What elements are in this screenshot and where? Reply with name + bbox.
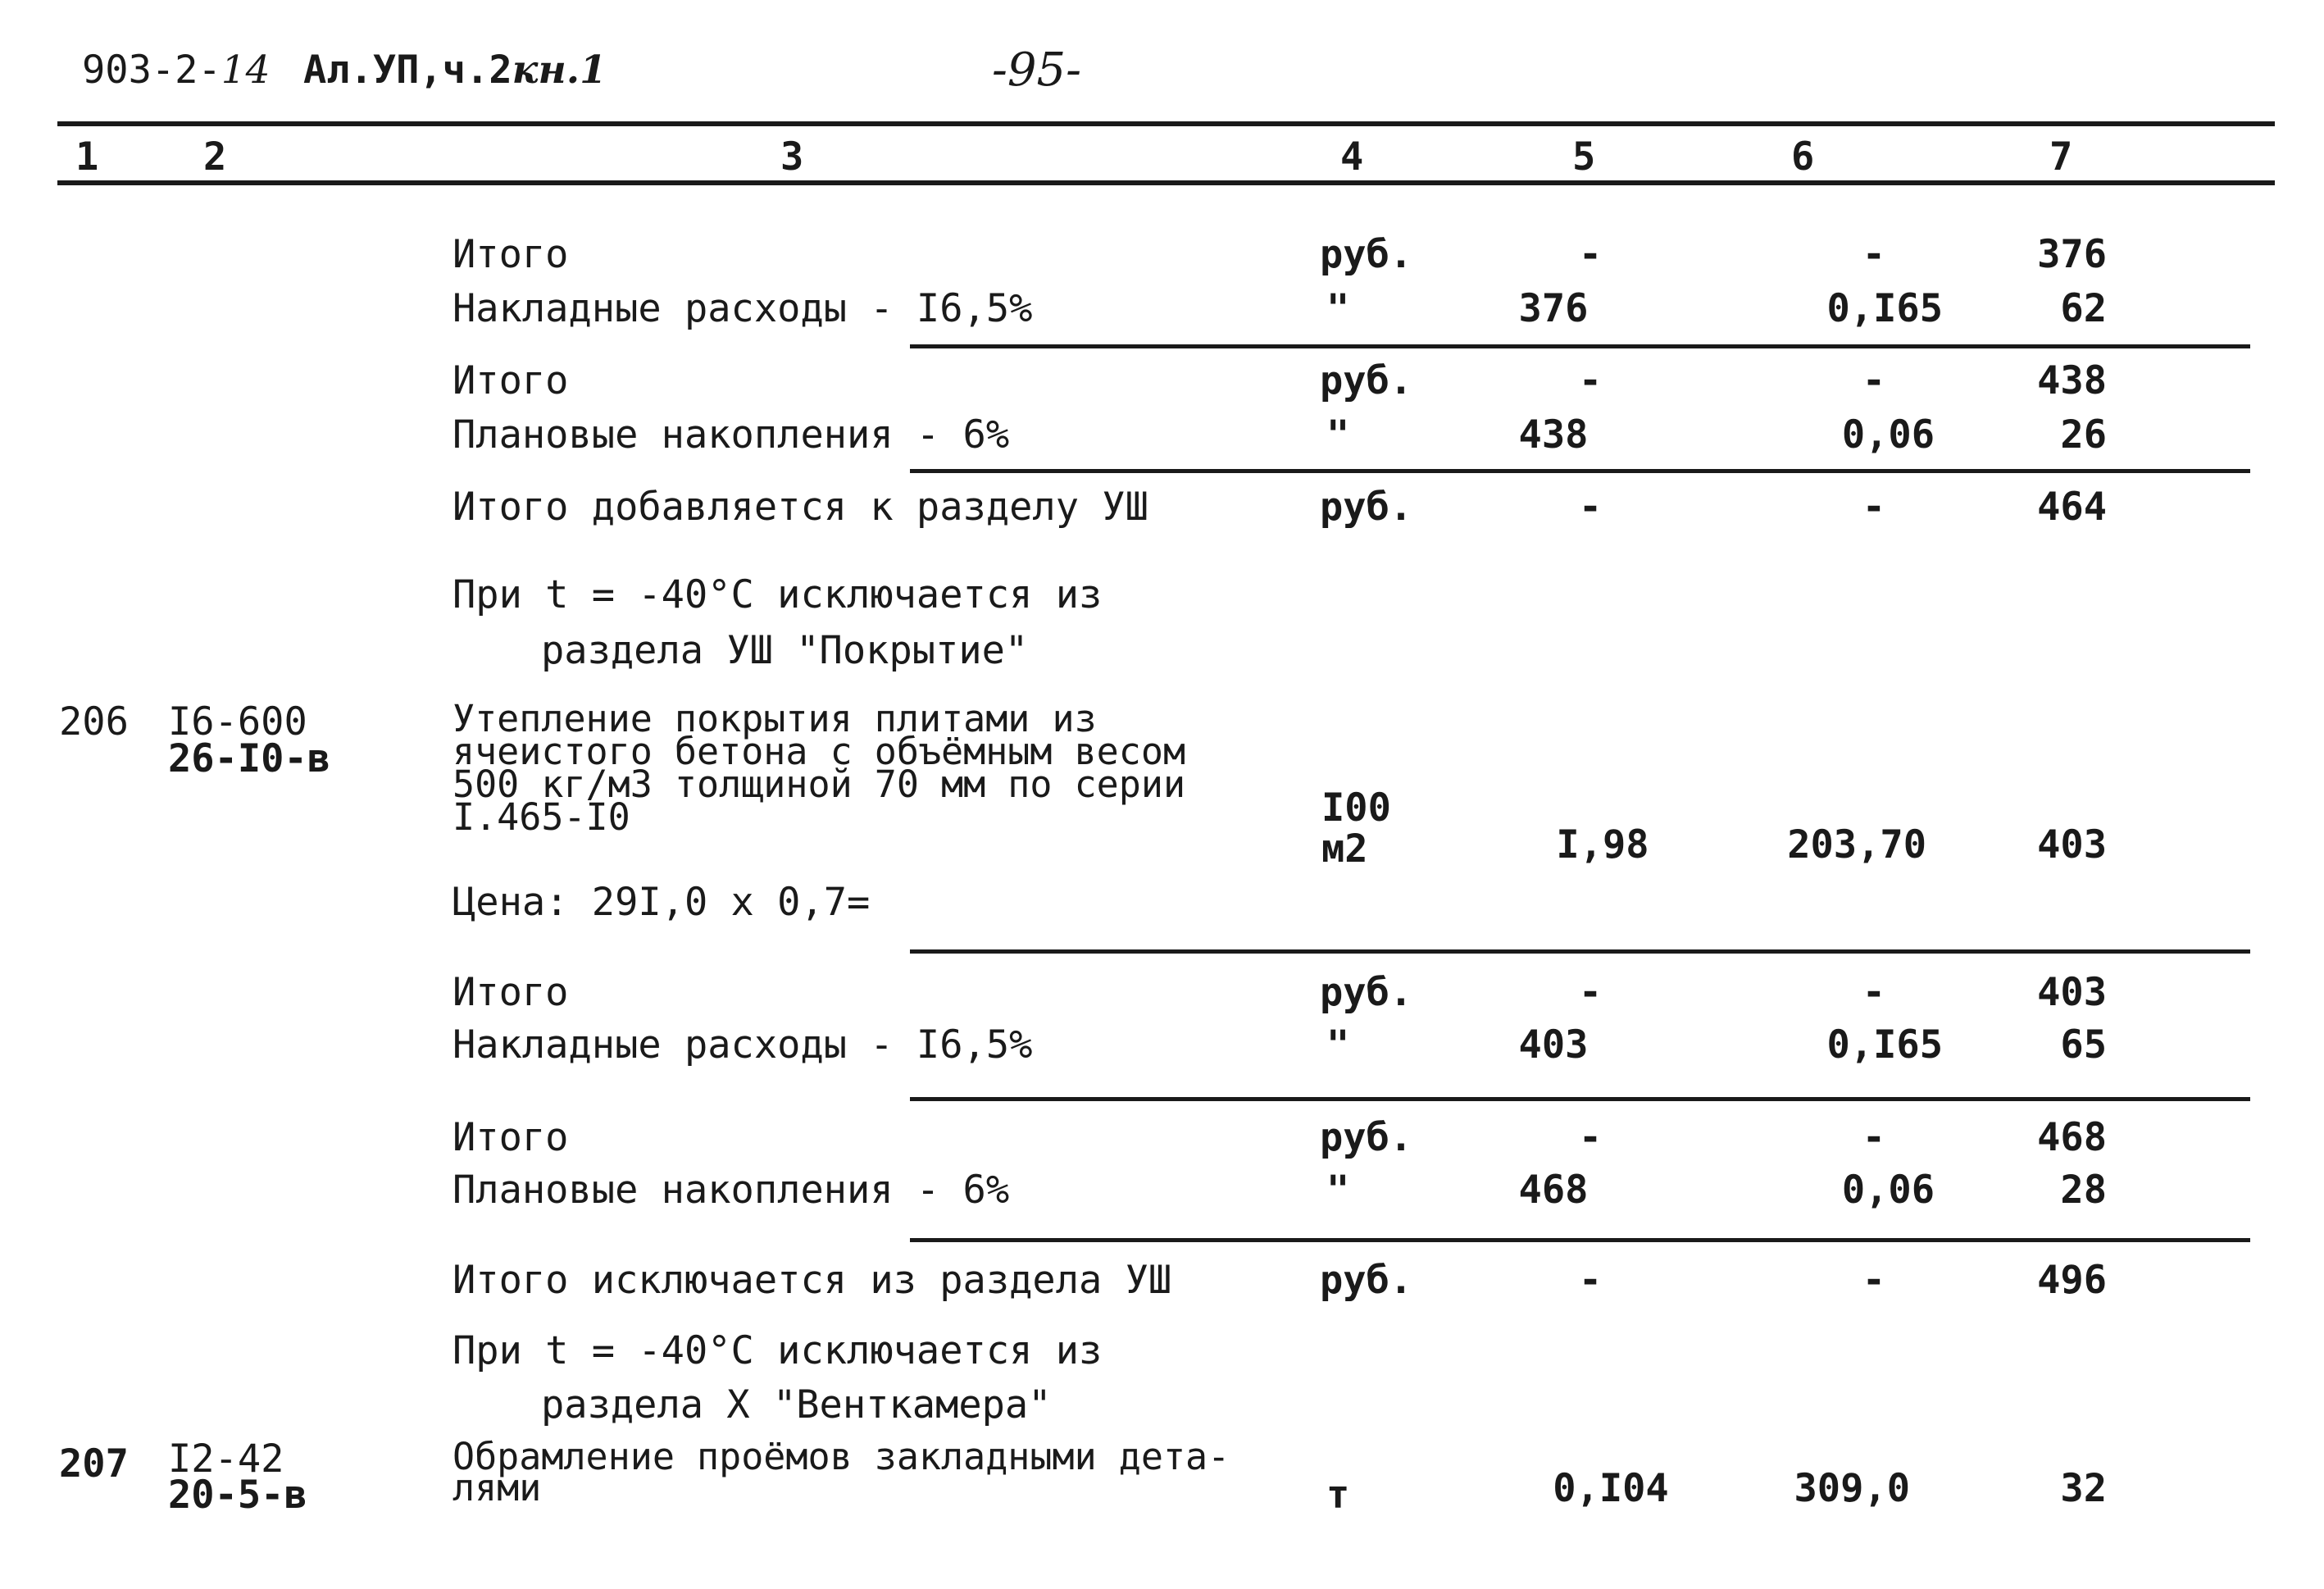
col-header-1: 1 — [75, 134, 99, 180]
row-col7: 403 — [2037, 970, 2107, 1015]
row-desc: Плановые накопления - 6% — [453, 412, 1010, 458]
row-divider — [910, 469, 2250, 473]
row-unit: руб. — [1320, 1258, 1413, 1303]
item-number: 206 — [59, 699, 129, 744]
row-col6: - — [1862, 1258, 1885, 1303]
row-divider — [910, 344, 2250, 348]
item-price: 309,0 — [1794, 1466, 1910, 1511]
row-unit: руб. — [1320, 1115, 1413, 1160]
row-col6: - — [1862, 232, 1885, 277]
item-price-note: Цена: 29I,0 x 0,7= — [453, 880, 871, 925]
item-desc: ячеистого бетона с объёмным весом — [453, 730, 1186, 773]
header-rule-bottom — [57, 180, 2275, 185]
row-col7: 464 — [2037, 485, 2107, 530]
row-desc: Итого — [453, 970, 569, 1015]
item-unit: I00 — [1321, 785, 1391, 831]
row-unit: руб. — [1320, 232, 1413, 277]
item-code: I6-600 — [168, 699, 307, 744]
row-col7: 28 — [2060, 1168, 2107, 1213]
item-desc: 500 кг/м3 толщиной 70 мм по серии — [453, 763, 1186, 806]
row-col5: 438 — [1518, 412, 1589, 458]
row-col7: 26 — [2060, 412, 2107, 458]
item-desc: I.465-I0 — [453, 795, 630, 839]
row-divider — [910, 1238, 2250, 1242]
col-header-4: 4 — [1340, 134, 1364, 180]
item-code: 20-5-в — [168, 1473, 307, 1518]
row-col5: - — [1578, 485, 1603, 530]
row-col7: 376 — [2037, 232, 2107, 277]
row-divider — [910, 949, 2250, 954]
col-header-6: 6 — [1791, 134, 1815, 180]
row-unit: руб. — [1320, 358, 1413, 403]
row-unit: руб. — [1320, 970, 1413, 1015]
item-number: 207 — [59, 1441, 129, 1487]
row-col5: 403 — [1518, 1022, 1589, 1068]
item-desc: Обрамление проёмов закладными дета- — [453, 1435, 1230, 1478]
item-desc: лями — [453, 1466, 542, 1509]
item-qty: 0,I04 — [1553, 1466, 1669, 1511]
item-price: 203,70 — [1787, 822, 1926, 867]
row-desc: Накладные расходы - I6,5% — [453, 286, 1033, 331]
row-desc: Итого добавляется к разделу УШ — [453, 485, 1148, 530]
row-col5: - — [1578, 358, 1603, 403]
row-col6: 0,I65 — [1826, 1022, 1943, 1068]
item-desc: Утепление покрытия плитами из — [453, 697, 1097, 740]
row-desc: Итого исключается из раздела УШ — [453, 1258, 1172, 1303]
row-col7: 438 — [2037, 358, 2107, 403]
row-col6: 0,06 — [1841, 412, 1935, 458]
item-unit: т — [1326, 1473, 1350, 1518]
row-col5: 376 — [1518, 286, 1589, 331]
col-header-5: 5 — [1572, 134, 1596, 180]
row-col6: - — [1862, 358, 1885, 403]
row-unit: " — [1326, 1022, 1350, 1068]
row-col7: 468 — [2037, 1115, 2107, 1160]
item-total: 403 — [2037, 822, 2107, 867]
item-code: I2-42 — [168, 1436, 284, 1482]
item-code: 26-I0-в — [168, 736, 331, 781]
item-qty: I,98 — [1556, 822, 1649, 867]
col-header-2: 2 — [203, 134, 227, 180]
row-col6: 0,06 — [1841, 1168, 1935, 1213]
row-desc: Итого — [453, 232, 569, 277]
row-col7: 496 — [2037, 1258, 2107, 1303]
doc-code-printed: 903-2- — [82, 48, 221, 93]
row-desc: Плановые накопления - 6% — [453, 1168, 1010, 1213]
row-col5: - — [1578, 970, 1603, 1015]
album-ref-handwritten: кн.1 — [512, 48, 607, 93]
row-divider — [910, 1097, 2250, 1101]
album-ref — [303, 48, 607, 93]
row-desc: Итого — [453, 358, 569, 403]
row-col5: - — [1578, 1115, 1603, 1160]
row-col5: - — [1578, 1258, 1603, 1303]
album-ref-printed: Ал.УП,ч.2 — [303, 48, 512, 93]
row-col7: 62 — [2060, 286, 2107, 331]
row-col6: - — [1862, 485, 1885, 530]
row-unit: " — [1326, 1168, 1350, 1213]
row-col6: - — [1862, 970, 1885, 1015]
col-header-3: 3 — [780, 134, 804, 180]
note-line: раздела X "Венткамера" — [541, 1382, 1052, 1427]
row-col6: 0,I65 — [1826, 286, 1943, 331]
note-line: При t = -40°C исключается из — [453, 572, 1103, 617]
row-col6: - — [1862, 1115, 1885, 1160]
page-number: -95- — [992, 43, 1082, 97]
row-col7: 65 — [2060, 1022, 2107, 1068]
row-unit: " — [1326, 412, 1350, 458]
item-total: 32 — [2060, 1466, 2107, 1511]
row-unit: руб. — [1320, 485, 1413, 530]
header-rule-top — [57, 121, 2275, 126]
row-col5: 468 — [1518, 1168, 1589, 1213]
row-desc: Накладные расходы - I6,5% — [453, 1022, 1033, 1068]
col-header-7: 7 — [2049, 134, 2073, 180]
doc-code-handwritten: 14 — [221, 48, 271, 93]
note-line: При t = -40°C исключается из — [453, 1328, 1103, 1373]
row-desc: Итого — [453, 1115, 569, 1160]
note-line: раздела УШ "Покрытие" — [541, 628, 1029, 673]
row-col5: - — [1578, 232, 1603, 277]
item-unit: м2 — [1321, 826, 1368, 872]
row-unit: " — [1326, 286, 1350, 331]
doc-code — [82, 48, 271, 93]
